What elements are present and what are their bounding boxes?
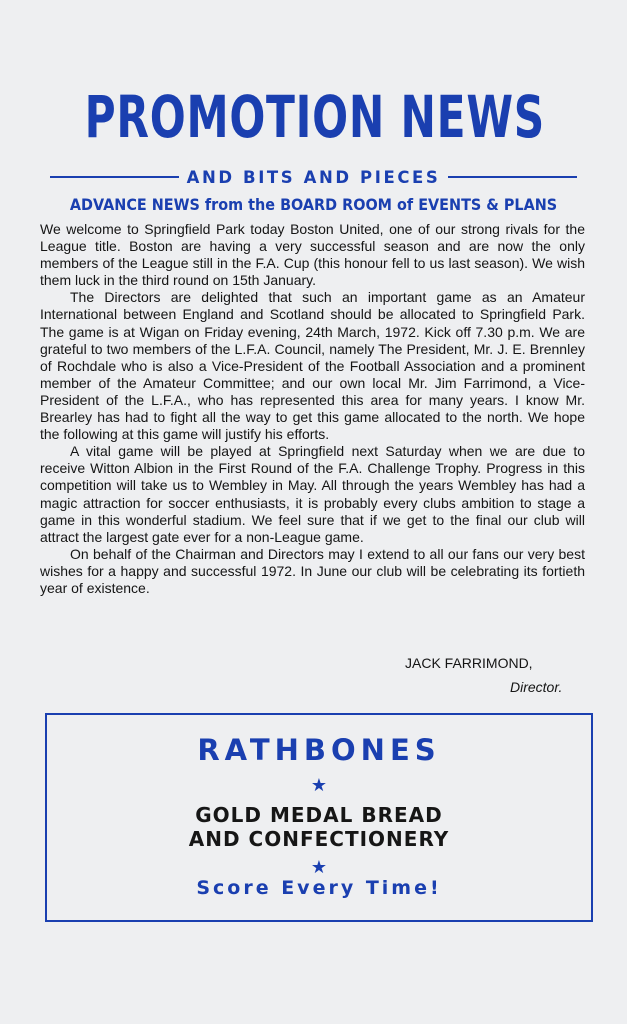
paragraph: On behalf of the Chairman and Directors may I extend to all our fans our very best wishes for a happy and successful 1972. In June our club will be celebrating its fortieth year of existence. — [40, 545, 585, 596]
advert-slogan: Score Every Time! — [196, 877, 442, 899]
advert-line-1: GOLD MEDAL BREAD — [195, 803, 443, 827]
advert-title: RATHBONES — [197, 733, 441, 767]
advert-box — [45, 713, 593, 922]
signature-name: JACK FARRIMOND, — [405, 655, 533, 671]
right-rule — [448, 176, 577, 178]
advance-heading: ADVANCE NEWS from the BOARD ROOM of EVENTS & PLANS — [69, 195, 558, 214]
star-icon: ★ — [310, 775, 328, 796]
signature-role: Director. — [510, 679, 563, 695]
page-title: PROMOTION NEWS — [84, 83, 545, 151]
subtitle-row — [50, 165, 577, 189]
star-icon: ★ — [310, 857, 328, 878]
paragraph: A vital game will be played at Springfield next Saturday when we are due to receive Witton Albion in the First Round of the F.A. Challenge Trophy. Progress in this competition will take us to Wembley in May. All through the years Wembley has had a magic attraction for soccer enthusiasts, it is probably every clubs ambition to stage a game in this wonderful stadium. We feel sure that if we get to the final our club will attract the largest gate ever for a non-League game. — [40, 443, 585, 545]
paragraph: The Directors are delighted that such an important game as an Amateur International between England and Scotland should be allocated to Springfield Park. The game is at Wigan on Friday evening, 24th March, 1972. Kick off 7.30 p.m. We are grateful to two members of the L.F.A. Council, namely The President, Mr. J. E. Brennley of Rochdale who is also a Vice-President of the Football Association and a prominent member of the Amateur Committee; and our own local Mr. Jim Farrimond, a Vice-President of the L.F.A., who has represented this area for many years. I know Mr. Brearley has had to fight all the way to get this game allocated to the north. We hope the following at this game will justify his efforts. — [40, 289, 585, 443]
subtitle: AND BITS AND PIECES — [186, 167, 441, 187]
article-body — [40, 221, 585, 597]
paragraph: We welcome to Springfield Park today Boston United, one of our strong rivals for the League title. Boston are having a very successful season and are now the only members of the League still in the F.A. Cup (this honour fell to us last season). We wish them luck in the third round on 15th January. — [40, 221, 585, 289]
advert-line-2: AND CONFECTIONERY — [188, 827, 450, 851]
left-rule — [50, 176, 179, 178]
